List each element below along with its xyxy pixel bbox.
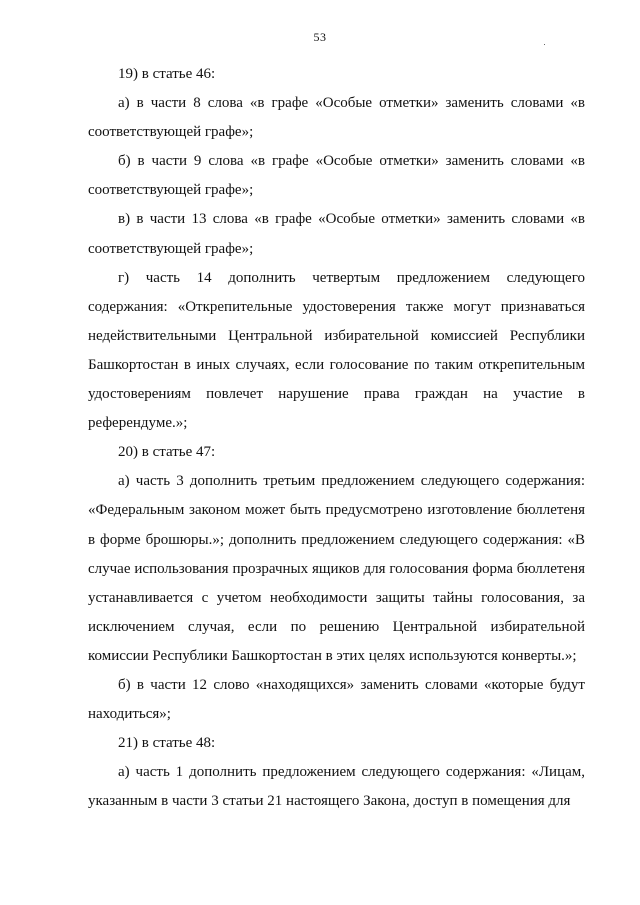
paragraph-48-a: а) часть 1 дополнить предложением следующего содержания: «Лицам, указанным в части 3 статьи 21 настоящего Закона, доступ в помещения для (88, 764, 585, 810)
paragraph-46-a: а) в части 8 слова «в графе «Особые отметки» заменить словами «в соответствующей графе»; (88, 95, 585, 141)
document-body (88, 60, 585, 816)
paragraph-46-v: в) в части 13 слова «в графе «Особые отметки» заменить словами «в соответствующей графе»; (88, 211, 585, 257)
paragraph-46-g: г) часть 14 дополнить четвертым предложением следующего содержания: «Открепительные удостоверения также могут признаваться недействительными Центральной избирательной комиссией Республики Башкортостан в иных случаях, если голосование по таким открепительным удостоверениям повлечет нарушение права граждан на участие в референдуме.»; (88, 269, 585, 432)
paragraph-article-47-heading: 20) в статье 47: (118, 444, 216, 461)
paragraph-47-b: б) в части 12 слово «находящихся» заменить словами «которые будут находиться»; (88, 676, 585, 723)
page-number: 53 (313, 30, 327, 44)
paragraph-article-48-heading: 21) в статье 48: (118, 735, 216, 752)
paragraph-46-b: б) в части 9 слова «в графе «Особые отметки» заменить словами «в соответствующей графе»; (88, 153, 585, 199)
paragraph-47-a: а) часть 3 дополнить третьим предложением следующего содержания: «Федеральным законом может быть предусмотрено изготовление бюллетеня в форме брошюры.»; дополнить предложением следующего содержания: «В случае использования прозрачных ящиков для голосования форма бюллетеня устанавливается с учетом необходимости защиты тайны голосования, за исключением случая, если по решению Центральной избирательной комиссии Республики Башкортостан в этих целях используются конверты.»; (88, 473, 585, 664)
paragraph-article-46-heading: 19) в статье 46: (118, 66, 216, 82)
scan-speck (544, 44, 545, 45)
